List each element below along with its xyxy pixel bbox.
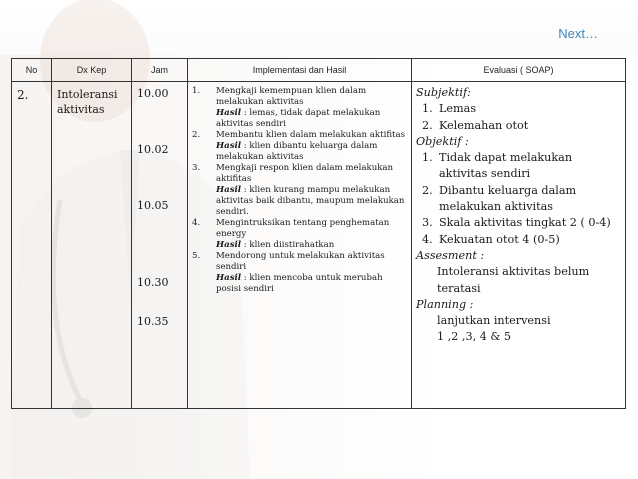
evaluation-text: Kelemahan otot bbox=[439, 118, 529, 132]
row-number: 2. bbox=[12, 82, 52, 409]
hasil-label: Hasil bbox=[216, 273, 242, 283]
implementation-cell bbox=[188, 82, 412, 409]
list-item bbox=[192, 130, 409, 163]
implementation-text: Membantu klien dalam melakukan aktifitas bbox=[216, 130, 406, 140]
hasil-label: Hasil bbox=[216, 185, 242, 195]
item-number: 2. bbox=[422, 118, 433, 132]
objektif-heading: Objektif : bbox=[416, 134, 469, 148]
list-item bbox=[422, 150, 621, 183]
implementation-text: Mendorong untuk melakukan aktivitas sendiri bbox=[216, 251, 385, 272]
item-number: 3. bbox=[192, 163, 201, 173]
list-item bbox=[192, 251, 409, 295]
implementation-list bbox=[188, 82, 411, 295]
implementation-text: Mengkaji respon klien dalam melakukan aktifitas bbox=[216, 163, 394, 184]
implementation-text: Mengintruksikan tentang penghematan energy bbox=[216, 218, 390, 239]
hasil-text: : klien kurang mampu melakukan aktivitas baik dibantu, maupum melakukan sendiri. bbox=[216, 185, 405, 217]
time-entry: 10.05 bbox=[137, 199, 169, 212]
column-header-dx-kep: Dx Kep bbox=[52, 59, 132, 82]
subjektif-list bbox=[416, 101, 621, 134]
hasil-text: : klien dibantu keluarga dalam melakukan aktivitas bbox=[216, 141, 378, 162]
hasil-text: : klien diistirahatkan bbox=[241, 240, 335, 250]
care-plan-table bbox=[11, 58, 626, 409]
item-number: 1. bbox=[422, 102, 433, 116]
objektif-list bbox=[416, 150, 621, 248]
subjektif-heading: Subjektif: bbox=[416, 86, 471, 99]
column-header-no: No bbox=[12, 59, 52, 82]
item-number: 1. bbox=[192, 86, 201, 96]
evaluation-text: Kekuatan otot 4 (0-5) bbox=[439, 232, 560, 246]
list-item bbox=[422, 118, 621, 134]
assesment-heading: Assesment : bbox=[416, 248, 485, 262]
item-number: 4. bbox=[192, 218, 201, 228]
time-entry: 10.35 bbox=[137, 315, 169, 328]
list-item bbox=[422, 215, 621, 231]
hasil-text: : lemas, tidak dapat melakukan aktivitas sendiri bbox=[216, 108, 381, 129]
implementation-text: Mengkaji kemempuan klien dalam melakukan aktivitas bbox=[216, 86, 367, 107]
list-item bbox=[192, 86, 409, 130]
item-number: 4. bbox=[422, 232, 433, 246]
time-entry: 10.00 bbox=[137, 87, 169, 100]
evaluation-text: Skala aktivitas tingkat 2 ( 0-4) bbox=[439, 216, 611, 230]
column-header-jam: Jam bbox=[132, 59, 188, 82]
assesment-text: Intoleransi aktivitas belum teratasi bbox=[437, 265, 590, 295]
list-item bbox=[192, 163, 409, 218]
time-entry: 10.30 bbox=[137, 276, 169, 289]
item-number: 2. bbox=[422, 183, 433, 197]
evaluation-text: Lemas bbox=[439, 102, 477, 116]
soap-evaluation bbox=[412, 82, 625, 346]
item-number: 5. bbox=[192, 251, 201, 261]
hasil-label: Hasil bbox=[216, 108, 242, 118]
item-number: 2. bbox=[192, 130, 201, 140]
planning-heading: Planning : bbox=[416, 297, 474, 311]
evaluation-cell bbox=[412, 82, 626, 409]
planning-steps: 1 ,2 ,3, 4 & 5 bbox=[437, 330, 511, 344]
column-header-evaluasi: Evaluasi ( SOAP) bbox=[412, 59, 626, 82]
list-item bbox=[422, 183, 621, 216]
next-link[interactable]: Next… bbox=[558, 26, 598, 41]
list-item bbox=[422, 101, 621, 117]
time-entry: 10.02 bbox=[137, 143, 169, 156]
list-item bbox=[192, 218, 409, 251]
hasil-label: Hasil bbox=[216, 240, 242, 250]
evaluation-text: Tidak dapat melakukan aktivitas sendiri bbox=[439, 151, 573, 181]
evaluation-text: Dibantu keluarga dalam melakukan aktivitas bbox=[439, 183, 577, 214]
item-number: 1. bbox=[422, 151, 433, 165]
diagnosis-cell: Intoleransi aktivitas bbox=[52, 82, 132, 409]
column-header-implementasi: Implementasi dan Hasil bbox=[188, 59, 412, 82]
hasil-label: Hasil bbox=[216, 141, 242, 151]
table-row bbox=[12, 82, 626, 409]
hasil-text: : klien mencoba untuk merubah posisi sendiri bbox=[216, 273, 383, 294]
item-number: 3. bbox=[422, 216, 433, 230]
table-header-row bbox=[12, 59, 626, 82]
list-item bbox=[422, 232, 621, 248]
time-cell bbox=[132, 82, 188, 409]
planning-text: lanjutkan intervensi bbox=[437, 314, 551, 328]
